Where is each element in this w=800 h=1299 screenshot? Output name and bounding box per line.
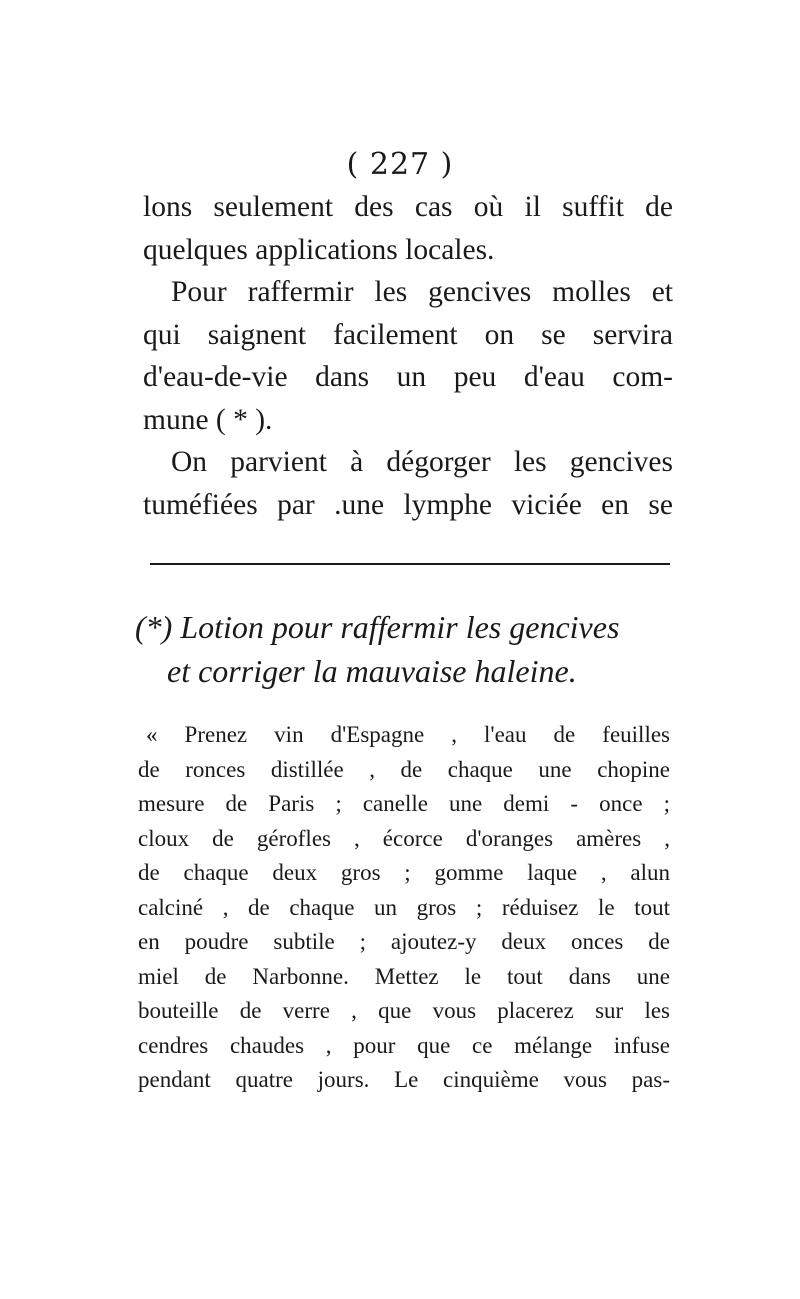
main-text: [143, 186, 673, 526]
page-number: ( 227 ): [346, 147, 454, 182]
footnote-heading-line: (*) Lotion pour raffermir les gencives: [135, 609, 620, 645]
footnote-body-line: pendant quatre jours. Le cinquième vous pas-: [138, 1067, 670, 1092]
main-text-line: Pour raffermir les gencives molles et: [171, 276, 673, 308]
footnote-body-line: bouteille de verre , que vous placerez sur les: [138, 998, 670, 1023]
footnote-body-line: de chaque deux gros ; gomme laque , alun: [138, 860, 670, 885]
main-text-line: tuméfiées par .une lymphe viciée en se: [143, 488, 673, 521]
footnote-body: [138, 718, 670, 1098]
footnote-body-line: mesure de Paris ; canelle une demi - once ;: [138, 791, 670, 816]
footnote-body-line: cloux de gérofles , écorce d'oranges amères ,: [138, 825, 670, 851]
main-text-line: mune ( * ).: [143, 403, 273, 436]
footnote-body-line: de ronces distillée , de chaque une chopine: [138, 756, 670, 782]
footnote-heading: [135, 605, 695, 693]
footnote-body-line: « Prenez vin d'Espagne , l'eau de feuilles: [146, 722, 670, 747]
main-text-line: qui saignent facilement on se servira: [143, 318, 673, 351]
main-text-line: On parvient à dégorger les gencives: [171, 446, 673, 478]
main-text-line: quelques applications locales.: [143, 233, 495, 266]
footnote-body-line: calciné , de chaque un gros ; réduisez le tout: [138, 894, 670, 920]
main-text-line: lons seulement des cas où il suffit de: [143, 191, 673, 223]
footnote-body-line: en poudre subtile ; ajoutez-y deux onces de: [138, 929, 670, 954]
footnote-separator-rule: [150, 563, 670, 565]
footnote-body-line: miel de Narbonne. Mettez le tout dans une: [138, 963, 670, 989]
footnote-heading-line: et corriger la mauvaise haleine.: [167, 653, 577, 689]
footnote-body-line: cendres chaudes , pour que ce mélange infuse: [138, 1032, 670, 1058]
main-text-line: d'eau-de-vie dans un peu d'eau com-: [143, 361, 673, 393]
